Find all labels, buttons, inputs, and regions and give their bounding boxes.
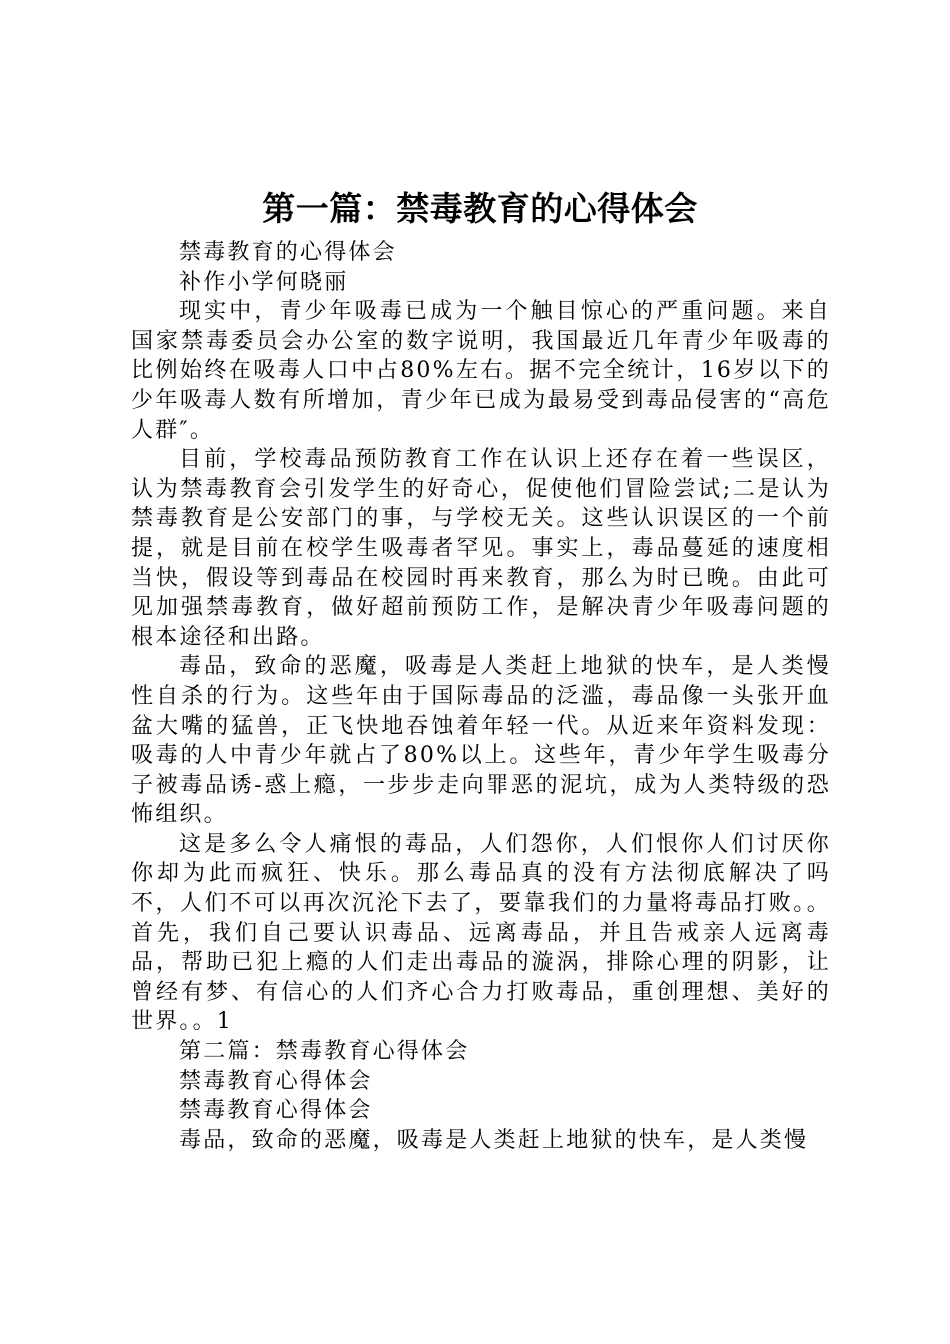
paragraph: 目前，学校毒品预防教育工作在认识上还存在着一些误区，认为禁毒教育会引发学生的好奇心，促使他们冒险尝试;二是认为禁毒教育是公安部门的事，与学校无关。这些认识误区的一个前提，就是目前在校学生吸毒者罕见。事实上，毒品蔓延的速度相当快，假设等到毒品在校园时再来教育，那么为时已晚。由此可见加强禁毒教育，做好超前预防工作，是解决青少年吸毒问题的根本途径和出路。 <box>131 447 831 650</box>
document-title: 第一篇：禁毒教育的心得体会 <box>262 189 698 228</box>
paragraph: 毒品，致命的恶魔，吸毒是人类赶上地狱的快车，是人类慢 <box>179 1127 809 1153</box>
paragraph-subtitle: 禁毒教育心得体会 <box>179 1098 373 1124</box>
paragraph-subtitle: 禁毒教育的心得体会 <box>179 240 397 265</box>
paragraph-subtitle: 禁毒教育心得体会 <box>179 1068 373 1094</box>
paragraph: 这是多么令人痛恨的毒品，人们怨你，人们恨你人们讨厌你你却为此而疯狂、快乐。那么毒品真的没有方法彻底解决了吗不，人们不可以再次沉沦下去了，要靠我们的力量将毒品打败。。首先，我们自己要认识毒品、远离毒品，并且告戒亲人远离毒品，帮助已犯上瘾的人们走出毒品的漩涡，排除心理的阴影，让曾经有梦、有信心的人们齐心合力打败毒品，重创理想、美好的世界。。1 <box>131 831 831 1035</box>
paragraph: 毒品，致命的恶魔，吸毒是人类赶上地狱的快车，是人类慢性自杀的行为。这些年由于国际毒品的泛滥，毒品像一头张开血盆大嘴的猛兽，正飞快地吞蚀着年轻一代。从近来年资料发现：吸毒的人中青少年就占了80%以上。这些年，青少年学生吸毒分子被毒品诱-惑上瘾，一步步走向罪恶的泥坑，成为人类特级的恐怖组织。 <box>131 654 831 828</box>
paragraph: 现实中，青少年吸毒已成为一个触目惊心的严重问题。来自国家禁毒委员会办公室的数字说明，我国最近几年青少年吸毒的比例始终在吸毒人口中占80%左右。据不完全统计，16岁以下的少年吸毒人数有所增加，青少年已成为最易受到毒品侵害的“高危人群″。 <box>131 299 831 443</box>
document-body <box>131 238 831 1155</box>
section-heading: 第二篇：禁毒教育心得体会 <box>179 1039 470 1065</box>
paragraph-author: 补作小学何晓丽 <box>179 269 349 295</box>
